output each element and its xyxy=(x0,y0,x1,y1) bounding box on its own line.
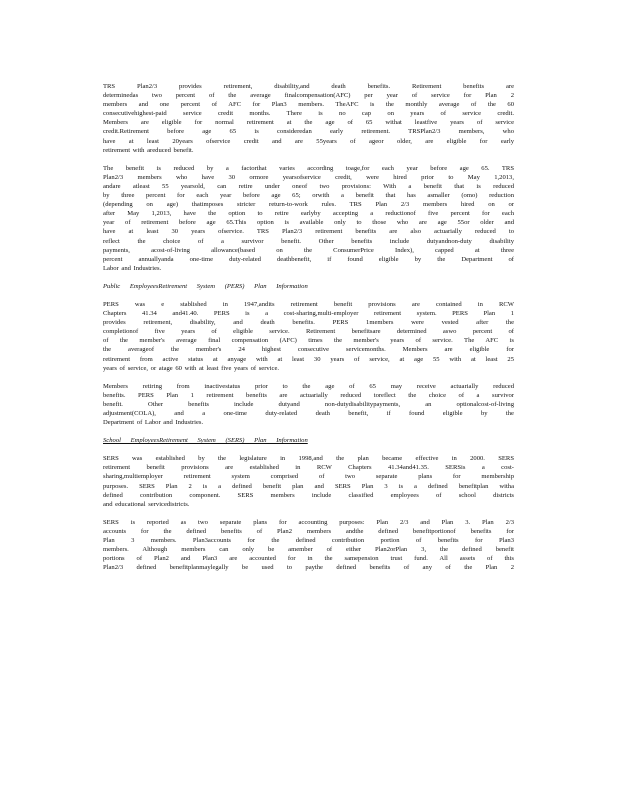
text-line: portions of Plan2 and Plan3 are accounted for in the samepension trust fund. All assets of this xyxy=(103,555,514,563)
text-line: purposes. SERS Plan 2 is a defined benefit plan and SERS Plan 3 is a defined benefitplan witha xyxy=(103,482,514,490)
text-line: benefits. PERS Plan 1 retirement benefits are actuarially reduced toreflect the choice of a survivor xyxy=(103,391,514,399)
text-line: TRS Plan2/3 provides retirement, disability,and death benefits. Retirement benefits are xyxy=(103,83,514,90)
text-line: of the member's average final compensation (AFC) times the member's years of service. The AFC is xyxy=(103,337,514,345)
text-line: andare atleast 55 yearsold, can retire under oneof two provisions: With a benefit that is reduced xyxy=(103,182,514,190)
text-line: completionof five years of eligible service. Retirement benefitsare determined aswo percent of xyxy=(103,328,514,336)
text-line: years of service, or atage 60 with at least five years of service. xyxy=(103,364,280,372)
sers-paragraph-2 xyxy=(103,518,514,573)
pers-heading: Public EmployeesRetirement System (PERS) Plan Information xyxy=(103,282,308,290)
text-line: members. Although members can only be amember of either Plan2orPlan 3, the defined benefit xyxy=(103,546,514,554)
text-line: adjustment(COLA), and a one-time duty-related death benefit, if found eligible by the xyxy=(103,410,514,417)
text-line: defined contribution component. SERS members include classified employees of school districts xyxy=(103,491,514,499)
text-line: year of retirement before age 65.This option is available only to those who are age 55or older and xyxy=(103,219,514,227)
text-line: payments, acost-of-living allowance(based on the ConsumerPrice Index), capped at three xyxy=(103,246,514,254)
text-line: consecutivehighest-paid service credit months. There is no cap on years of service credit. xyxy=(103,110,514,118)
text-line: have at least 30 years ofservice. TRS Plan2/3 retirement benefits are also actuarially reduced to xyxy=(103,228,514,236)
text-line: PERS was e stablished in 1947,andits retirement benefit provisions are contained in RCW xyxy=(103,300,514,308)
paragraph-spacer xyxy=(103,445,514,454)
text-line: determinedas two percent of the average finalcompensation(AFC) per year of service for Plan 2 xyxy=(103,92,514,100)
text-line: and educational servicedistricts. xyxy=(103,500,190,508)
text-line: have at least 20years ofservice credit and are 55years of ageor older, are eligible for early xyxy=(103,137,514,145)
text-line: provides retirement, disability, and death benefits. PERS 1members were vested after the xyxy=(103,319,514,327)
text-line: Chapters 41.34 and41.40. PERS is a cost-sharing,multi-employer retirement system. PERS Plan 1 xyxy=(103,310,514,318)
paragraph-spacer xyxy=(103,291,514,300)
text-line: credit.Retirement before age 65 is consideredan early retirement. TRSPlan2/3 members, who xyxy=(103,128,514,136)
text-line: benefit. Other benefits include dutyand non-dutydisabilitypayments, an optionalcost-of-living xyxy=(103,400,514,408)
text-line: retirement with areduced benefit. xyxy=(103,146,194,154)
text-line: Plan2/3 members who have 30 ormore yearsofservice credit, were hired prior to May 1,2013, xyxy=(103,173,514,181)
text-line: retirement from active status at anyage with at least 30 years of service, at age 55 with at least 25 xyxy=(103,355,514,363)
text-line: Labor and Industries. xyxy=(103,264,162,272)
text-line: percent annuallyanda one-time duty-related deathbenefit, if found eligible by the Department of xyxy=(103,255,514,263)
text-line: accounts for the defined benefits of Plan2 members andthe defined benefitportionof benefits for xyxy=(103,527,514,535)
text-line: (depending on age) thatimposes stricter return-to-work rules. TRS Plan 2/3 members hired on or xyxy=(103,201,514,209)
text-line: Plan 3 members. Plan3accounts for the defined contribution portion of benefits for Plan3 xyxy=(103,537,514,545)
text-line: after May 1,2013, have the option to retire earlyby accepting a reductionof five percent for each xyxy=(103,210,514,218)
trs-paragraph-2 xyxy=(103,164,514,273)
text-line: Plan2/3 defined benefitplanmaylegally be used to paythe defined benefits of any of the Plan 2 xyxy=(103,564,514,572)
trs-paragraph-1 xyxy=(103,82,514,155)
paragraph-spacer xyxy=(103,373,514,382)
text-line: Members retiring from inactivestatus prior to the age of 65 may receive actuarially reduced xyxy=(103,382,514,390)
pers-paragraph-2 xyxy=(103,382,514,427)
text-line: SERS is reported as two separate plans for accounting purposes: Plan 2/3 and Plan 3. Plan 2/3 xyxy=(103,518,514,526)
document-body xyxy=(103,82,514,572)
sers-heading-text: School EmployeesRetirement System (SERS) Plan Information xyxy=(103,437,308,445)
text-line: by three percent for each year before age 65; orwith a benefit that has asmaller (omo) reduction xyxy=(103,192,514,200)
paragraph-spacer xyxy=(103,509,514,518)
text-line: The benefit is reduced by a factorthat varies according toage,for each year before age 65. TRS xyxy=(103,164,514,172)
pers-paragraph-1 xyxy=(103,300,514,373)
paragraph-spacer xyxy=(103,273,514,282)
text-line: Department of Labor and Industries. xyxy=(103,419,204,427)
sers-paragraph-1 xyxy=(103,454,514,509)
text-line: sharing,multiemployer retirement system comprised of two separate plans for membership xyxy=(103,473,514,481)
paragraph-spacer xyxy=(103,155,514,164)
text-line: retirement benefit provisions are established in RCW Chapters 41.34and41.35. SERSis a cost- xyxy=(103,464,514,472)
text-line: SERS was established by the legislature in 1998,and the plan became effective in 2000. SERS xyxy=(103,455,514,463)
text-line: members and one percent of AFC for Plan3 members. TheAFC is the monthly average of the 60 xyxy=(103,101,514,109)
sers-heading xyxy=(103,436,514,445)
text-line: Members are eligible for normal retirement at the age of 65 withat leastfive years of service xyxy=(103,119,514,127)
paragraph-spacer xyxy=(103,427,514,436)
text-line: the averageof the member's 24 highest consecutive servicemonths. Members are eligible for xyxy=(103,346,514,354)
text-line: reflect the choice of a survivor benefit. Other benefits include dutyandnon-duty disability xyxy=(103,237,514,245)
